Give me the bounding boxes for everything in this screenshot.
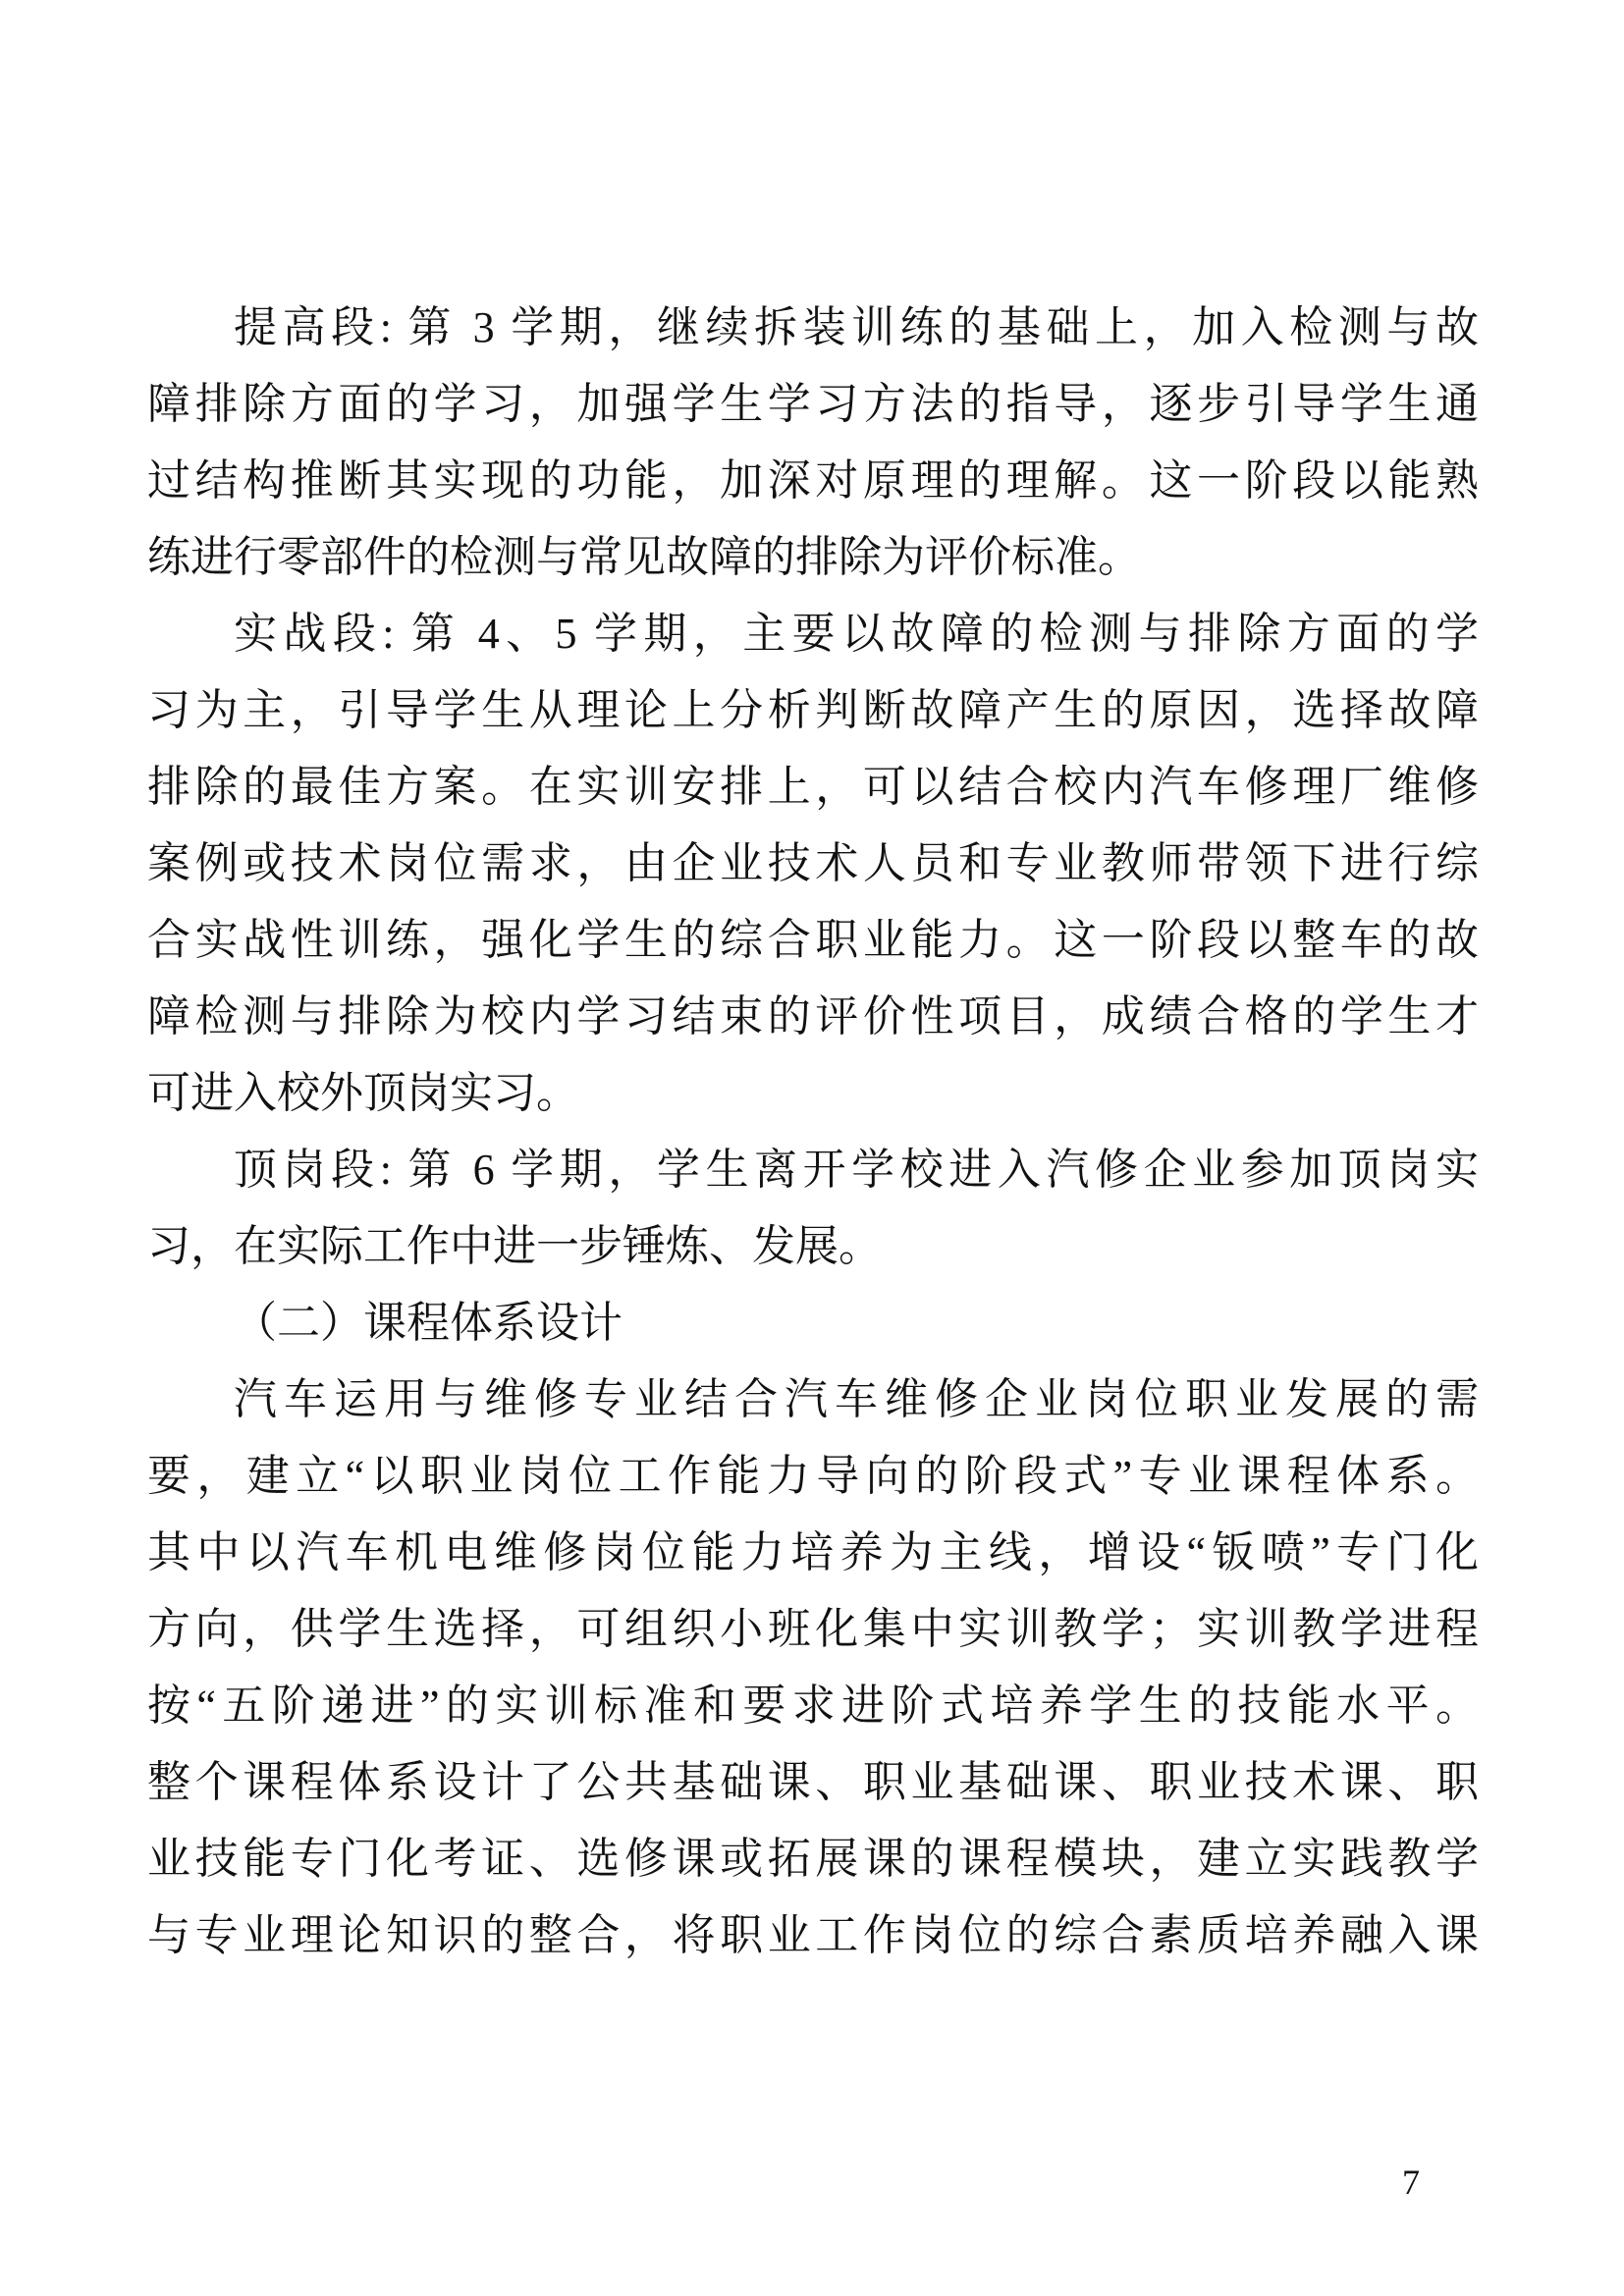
text-line: 排除的最佳方案。在实训安排上，可以结合校内汽车修理厂维修 [147, 763, 1479, 811]
text-line: 障排除方面的学习，加强学生学习方法的指导，逐步引导学生通 [147, 380, 1479, 428]
section-heading: （二）课程体系设计 [234, 1299, 623, 1347]
text-line: 与专业理论知识的整合，将职业工作岗位的综合素质培养融入课 [147, 1911, 1479, 1959]
text-line: 按“五阶递进”的实训标准和要求进阶式培养学生的技能水平。 [147, 1682, 1479, 1730]
text-line: 练进行零部件的检测与常见故障的排除为评价标准。 [147, 533, 1141, 581]
text-line: 习为主，引导学生从理论上分析判断故障产生的原因，选择故障 [147, 686, 1479, 734]
text-line: 过结构推断其实现的功能，加深对原理的理解。这一阶段以能熟 [147, 456, 1479, 505]
page-number: 7 [1402, 2163, 1420, 2202]
body-text [147, 290, 1479, 1974]
text-line: 汽车运用与维修专业结合汽车维修企业岗位职业发展的需 [234, 1375, 1479, 1423]
text-line: 可进入校外顶岗实习。 [147, 1069, 579, 1117]
text-line: 其中以汽车机电维修岗位能力培养为主线，增设“钣喷”专门化 [147, 1528, 1479, 1576]
text-line: 习，在实际工作中进一步锤炼、发展。 [147, 1222, 882, 1270]
text-line: 提高段: 第 3 学期，继续拆装训练的基础上，加入检测与故 [234, 303, 1479, 351]
text-line: 实战段: 第 4、5 学期，主要以故障的检测与排除方面的学 [234, 610, 1479, 658]
text-line: 案例或技术岗位需求，由企业技术人员和专业教师带领下进行综 [147, 839, 1479, 887]
text-line: 整个课程体系设计了公共基础课、职业基础课、职业技术课、职 [147, 1758, 1479, 1806]
text-line: 业技能专门化考证、选修课或拓展课的课程模块，建立实践教学 [147, 1835, 1479, 1883]
text-line: 顶岗段: 第 6 学期，学生离开学校进入汽修企业参加顶岗实 [234, 1146, 1479, 1194]
text-line: 要，建立“以职业岗位工作能力导向的阶段式”专业课程体系。 [147, 1452, 1479, 1500]
text-line: 障检测与排除为校内学习结束的评价性项目，成绩合格的学生才 [147, 992, 1479, 1041]
text-line: 合实战性训练，强化学生的综合职业能力。这一阶段以整车的故 [147, 916, 1479, 964]
text-line: 方向，供学生选择，可组织小班化集中实训教学；实训教学进程 [147, 1605, 1479, 1653]
